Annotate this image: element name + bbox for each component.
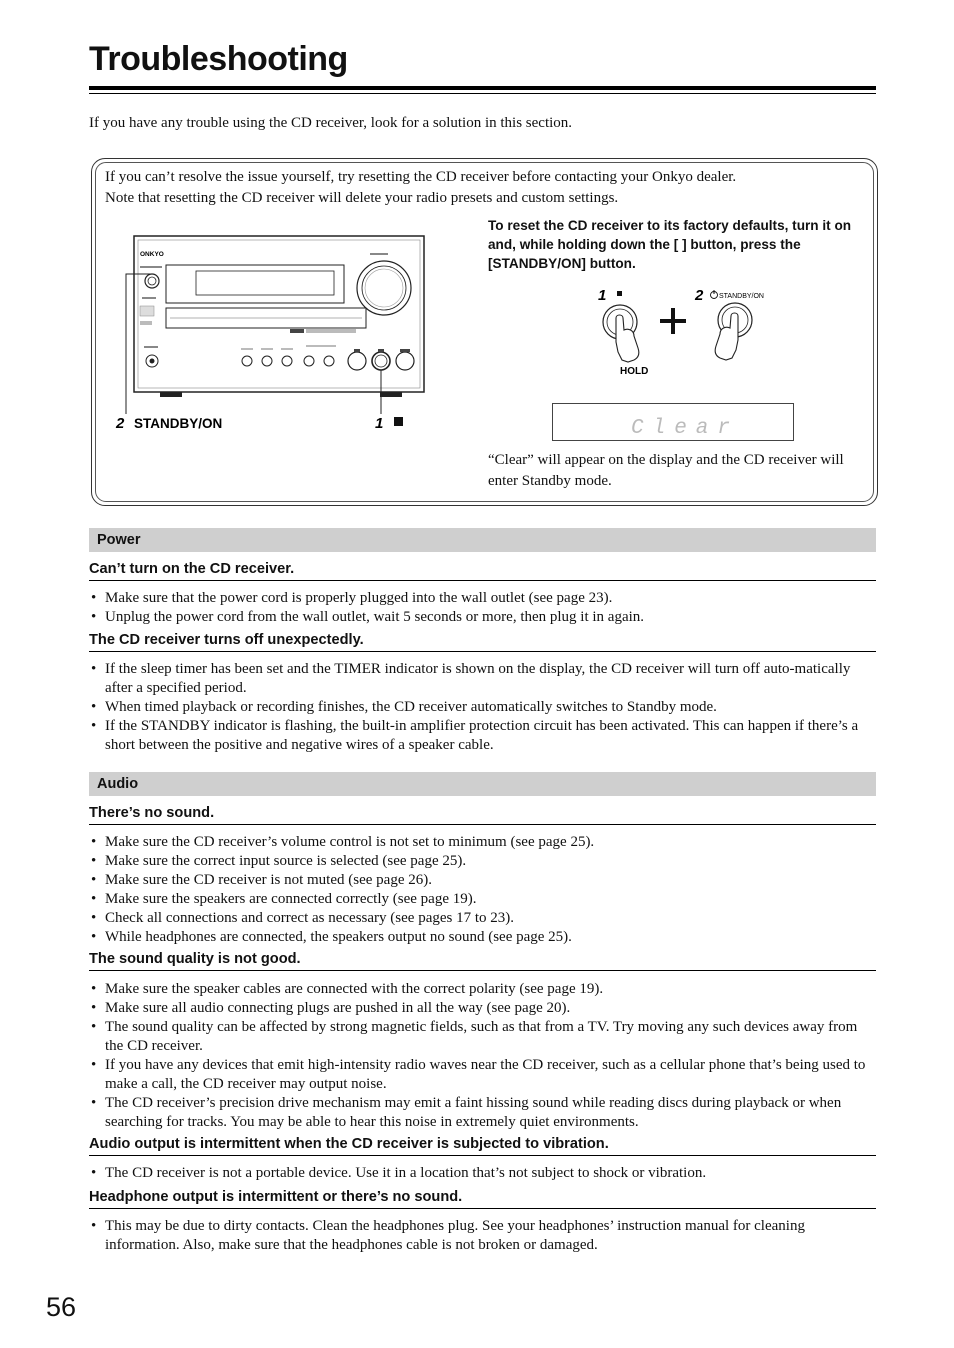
title-rule-thick <box>89 86 876 90</box>
power-icon <box>711 290 718 299</box>
list-item: • Make sure all audio connecting plugs are pushed in all the way (see page 20). <box>89 999 876 1018</box>
list-item: • The CD receiver is not a portable device. Use it in a location that’s not subject to shock or vibration. <box>89 1164 876 1183</box>
reset-box-line-1: If you can’t resolve the issue yourself, try resetting the CD receiver before contacting your Onkyo dealer. <box>105 169 737 185</box>
question-heading: The sound quality is not good. <box>89 951 876 971</box>
stop-square-icon-small <box>617 291 622 296</box>
callout-standby-label: STANDBY/ON <box>134 416 223 431</box>
reset-box-line-2: Note that resetting the CD receiver will delete your radio presets and custom settings. <box>105 190 619 206</box>
list-item: • Make sure the speakers are connected correctly (see page 19). <box>89 890 876 909</box>
list-item: • Unplug the power cord from the wall outlet, wait 5 seconds or more, then plug it in again. <box>89 608 876 627</box>
list-item: • Make sure the correct input source is selected (see page 25). <box>89 852 876 871</box>
question-heading: Audio output is intermittent when the CD receiver is subjected to vibration. <box>89 1136 876 1156</box>
cd-receiver-front-panel-illustration <box>110 228 430 438</box>
answer-list <box>89 980 876 1132</box>
answer-list <box>89 589 876 627</box>
answer-list <box>89 1164 876 1183</box>
page-number: 56 <box>46 1292 77 1322</box>
hold-label: HOLD <box>620 366 649 377</box>
callout-standby-number: 2 <box>116 415 125 432</box>
plus-icon <box>660 308 686 334</box>
clear-note: “Clear” will appear on the display and the CD receiver will enter Standby mode. <box>488 452 844 489</box>
list-item: • If you have any devices that emit high-intensity radio waves near the CD receiver, such as a cellular phone that’s being used to make a call, the CD receiver may output noise. <box>89 1056 876 1094</box>
answer-list <box>89 1217 876 1255</box>
list-item: • If the STANDBY indicator is flashing, the built-in amplifier protection circuit has been activated. This can happen if there’s a short between the positive and negative wires of a speaker cable. <box>89 717 876 755</box>
list-item: • Make sure the CD receiver’s volume control is not set to minimum (see page 25). <box>89 833 876 852</box>
reset-instruction: To reset the CD receiver to its factory defaults, turn it on and, while holding down the [ ] button, press the [STANDBY/ON] button. <box>488 218 852 271</box>
section-heading-audio-text: Audio <box>97 776 139 792</box>
question-heading: The CD receiver turns off unexpectedly. <box>89 632 876 652</box>
page-title: Troubleshooting <box>89 40 348 78</box>
list-item: • Check all connections and correct as necessary (see pages 17 to 23). <box>89 909 876 928</box>
step1-number: 1 <box>598 287 607 304</box>
list-item: • The CD receiver’s precision drive mechanism may emit a faint hissing sound while reading discs during playback or when searching for tracks. You may be able to hear this noise in extremely quiet environments. <box>89 1094 876 1132</box>
list-item: • Make sure the CD receiver is not muted (see page 26). <box>89 871 876 890</box>
list-item: • The sound quality can be affected by strong magnetic fields, such as that from a TV. Try moving any such devices away from the CD receiver. <box>89 1018 876 1056</box>
step2-number: 2 <box>695 287 704 304</box>
list-item: • Make sure that the power cord is properly plugged into the wall outlet (see page 23). <box>89 589 876 608</box>
step2-label: STANDBY/ON <box>719 293 764 300</box>
section-heading-audio <box>89 772 876 796</box>
question-heading: There’s no sound. <box>89 805 876 825</box>
list-item: • Make sure the speaker cables are connected with the correct polarity (see page 19). <box>89 980 876 999</box>
list-item: • This may be due to dirty contacts. Clean the headphones plug. See your headphones’ instruction manual for cleaning information. Also, make sure that the headphones cable is not broken or damaged. <box>89 1217 876 1255</box>
question-heading: Can’t turn on the CD receiver. <box>89 561 876 581</box>
intro-text: If you have any trouble using the CD receiver, look for a solution in this section. <box>89 115 573 131</box>
section-heading-power <box>89 528 876 552</box>
display-clear-text: Clear <box>631 417 740 440</box>
list-item: • When timed playback or recording finishes, the CD receiver automatically switches to Standby mode. <box>89 698 876 717</box>
list-item: • If the sleep timer has been set and the TIMER indicator is shown on the display, the CD receiver will turn off auto-matically after a specified period. <box>89 660 876 698</box>
question-heading: Headphone output is intermittent or there’s no sound. <box>89 1189 876 1209</box>
list-item: • While headphones are connected, the speakers output no sound (see page 25). <box>89 928 876 947</box>
display-panel <box>552 403 794 441</box>
callout-stop-number: 1 <box>375 415 384 432</box>
title-rule-thin <box>89 93 876 94</box>
answer-list <box>89 660 876 755</box>
answer-list <box>89 833 876 947</box>
section-heading-power-text: Power <box>97 532 141 548</box>
button-combination-illustration <box>588 282 778 382</box>
stop-square-icon <box>394 417 403 426</box>
brand-label: ONKYO <box>140 251 164 258</box>
